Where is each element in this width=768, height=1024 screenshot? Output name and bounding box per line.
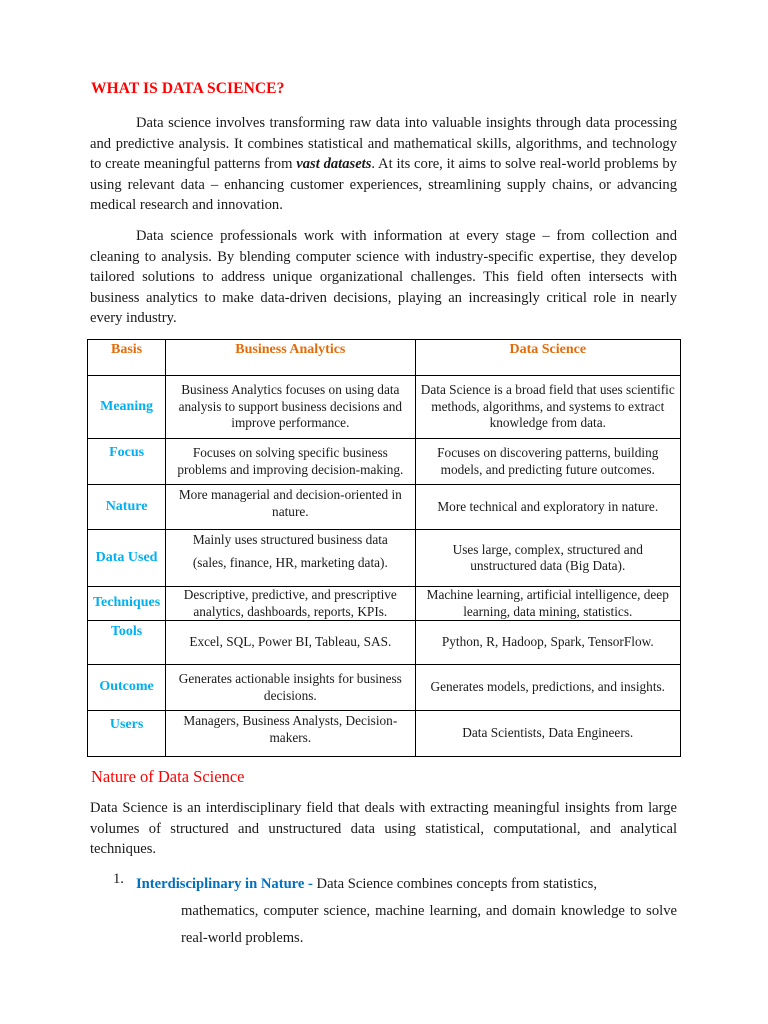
intro-paragraph-1	[90, 113, 677, 216]
basis-cell: Users	[88, 711, 166, 757]
list-item-continuation: mathematics, computer science, machine learning, and domain knowledge to solve real-world problems.	[181, 903, 677, 946]
table-row	[88, 530, 681, 587]
table-row	[88, 621, 681, 665]
section-paragraph: Data Science is an interdisciplinary field that deals with extracting meaningful insights from large volumes of structured and unstructured data using statistical, computational, and analytical techniques.	[90, 800, 677, 857]
comparison-table	[87, 339, 681, 757]
ds-cell: Uses large, complex, structured and unstructured data (Big Data).	[415, 530, 680, 587]
ba-cell: Managers, Business Analysts, Decision-makers.	[166, 711, 415, 757]
ba-cell: Business Analytics focuses on using data analysis to support business decisions and improve performance.	[166, 376, 415, 439]
basis-cell: Data Used	[88, 530, 166, 587]
intro-paragraph-2: Data science professionals work with information at every stage – from collection and cleaning to analysis. By blending computer science with industry-specific expertise, they develop tailored solutions to address unique organizational challenges. This field often intersects with business analytics to make data-driven decisions, playing an increasingly critical role in nearly every industry.	[90, 228, 677, 326]
ba-data-used-examples: (sales, finance, HR, marketing data).	[192, 554, 388, 570]
table-row	[88, 665, 681, 711]
ba-cell: More managerial and decision-oriented in nature.	[166, 485, 415, 530]
basis-cell: Outcome	[88, 665, 166, 711]
ds-cell: Data Science is a broad field that uses scientific methods, algorithms, and systems to extract knowledge from data.	[415, 376, 680, 439]
header-basis: Basis	[88, 340, 166, 376]
ds-cell: Machine learning, artificial intelligence, deep learning, data mining, statistics.	[415, 587, 680, 621]
intro-p1-text: Data science involves transforming raw data into valuable insights through data processing and predictive analysis. It combines statistical and mathematical skills, algorithms, and technology to create meaningful patterns from	[90, 115, 677, 172]
list-item-title: Interdisciplinary in Nature -	[136, 876, 313, 892]
table-row	[88, 439, 681, 485]
basis-cell: Meaning	[88, 376, 166, 439]
ba-cell	[166, 530, 415, 587]
ba-cell: Excel, SQL, Power BI, Tableau, SAS.	[166, 621, 415, 665]
ba-cell: Generates actionable insights for business decisions.	[166, 665, 415, 711]
ds-cell: More technical and exploratory in nature.	[415, 485, 680, 530]
table-row	[88, 587, 681, 621]
ds-cell: Focuses on discovering patterns, building models, and predicting future outcomes.	[415, 439, 680, 485]
table-row	[88, 376, 681, 439]
header-data-science: Data Science	[415, 340, 680, 376]
page-title: WHAT IS DATA SCIENCE?	[91, 80, 285, 97]
table-row	[88, 485, 681, 530]
basis-cell: Nature	[88, 485, 166, 530]
intro-p1-text-end: . At its core, it aims to solve real-world problems by using relevant data – enhancing customer experiences, streamlining supply chains, or advancing medical research and innovation.	[90, 156, 677, 213]
ds-cell: Data Scientists, Data Engineers.	[415, 711, 680, 757]
list-item-text: Data Science combines concepts from statistics,	[312, 876, 597, 892]
ba-data-used-text: Mainly uses structured business data	[192, 532, 388, 547]
header-business-analytics: Business Analytics	[166, 340, 415, 376]
ds-cell: Generates models, predictions, and insights.	[415, 665, 680, 711]
ba-cell: Descriptive, predictive, and prescriptive analytics, dashboards, reports, KPIs.	[166, 587, 415, 621]
table-header-row	[88, 340, 681, 376]
ba-cell: Focuses on solving specific business problems and improving decision-making.	[166, 439, 415, 485]
vast-datasets-emphasis: vast datasets	[296, 156, 372, 172]
basis-cell: Techniques	[88, 587, 166, 621]
section-title: Nature of Data Science	[91, 767, 245, 786]
list-number: 1.	[113, 871, 124, 887]
table-row	[88, 711, 681, 757]
basis-cell: Tools	[88, 621, 166, 665]
list-item	[136, 871, 677, 952]
basis-cell: Focus	[88, 439, 166, 485]
ds-cell: Python, R, Hadoop, Spark, TensorFlow.	[415, 621, 680, 665]
